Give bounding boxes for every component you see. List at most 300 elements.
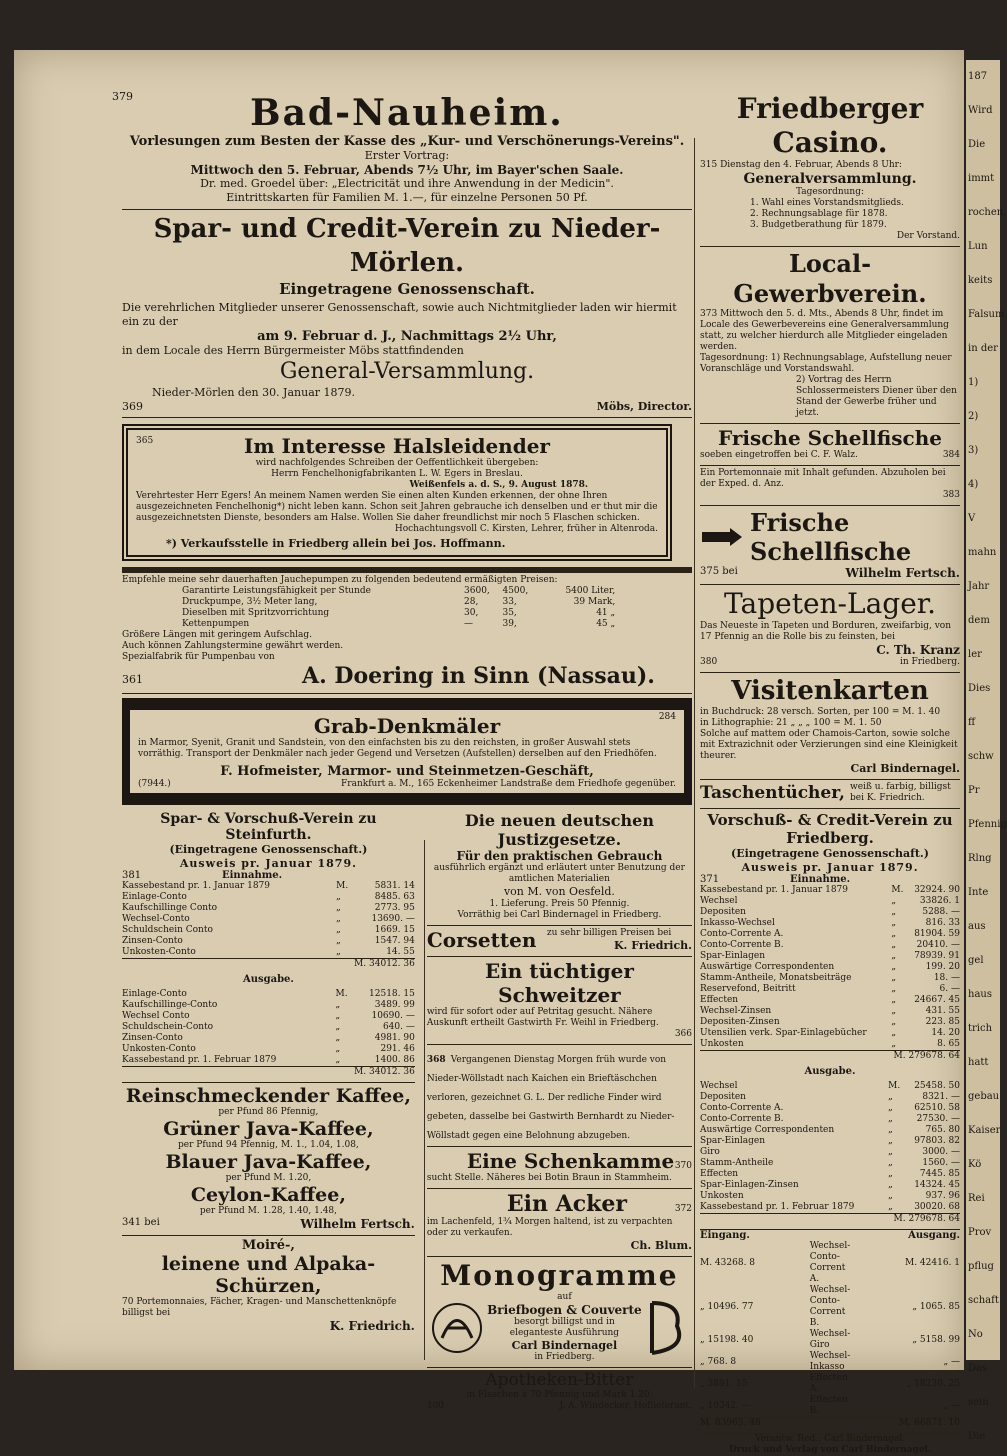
table-cell: 765. 80 xyxy=(925,1125,960,1135)
table-cell: Unkosten xyxy=(700,1191,744,1201)
edge-fragment: Jahr xyxy=(968,581,990,592)
ad-justizgesetze xyxy=(427,809,692,926)
table-cell: „ xyxy=(888,1114,893,1124)
table-cell: Wechsel-Inkasso xyxy=(809,1351,851,1372)
table-cell: Schuldschein-Conto xyxy=(122,1022,214,1032)
edge-fragment: gel xyxy=(968,955,984,966)
edge-fragment: schw xyxy=(968,751,994,762)
ad-company: Wilhelm Fertsch. xyxy=(845,566,960,580)
table-cell: 32924. 90 xyxy=(914,885,960,895)
table-cell: 14. 55 xyxy=(386,947,415,957)
ad-line: Spezialfabrik für Pumpenbau von xyxy=(122,652,275,662)
edge-fragment: dem xyxy=(968,615,990,626)
edge-fragment: schaft xyxy=(968,1295,999,1306)
table-row xyxy=(700,929,960,940)
edge-fragment: aus xyxy=(968,921,986,932)
edge-fragment: trich xyxy=(968,1023,993,1034)
table-cell: 2773. 95 xyxy=(374,903,415,913)
monogram-ornament-icon xyxy=(427,1298,487,1358)
table-cell: 937. 96 xyxy=(925,1191,960,1201)
table-row xyxy=(700,896,960,907)
ad-line: besorgt billigst und in eleganteste Ausführung xyxy=(509,1317,620,1338)
ad-number: 315 xyxy=(700,160,718,170)
ad-title: Grüner Java-Kaffee, xyxy=(163,1118,374,1140)
ad-issue: 1. Lieferung. Preis 50 Pfennig. xyxy=(489,899,630,909)
ad-title: Ein Acker xyxy=(506,1191,627,1217)
ad-title: Die neuen deutschen Justizgesetze. xyxy=(464,811,654,849)
table-cell: Inkasso-Wechsel xyxy=(700,918,775,928)
table-cell: Auswärtige Correspondenten xyxy=(700,962,835,972)
table-row xyxy=(182,597,615,608)
table-row xyxy=(700,1103,960,1114)
table-row xyxy=(122,1022,415,1033)
ad-title: leinene und Alpaka-Schürzen, xyxy=(161,1253,376,1297)
ad-text: Ein Portemonnaie mit Inhalt gefunden. Abzuholen bei der Exped. d. Anz. xyxy=(700,468,946,489)
table-cell: „ — xyxy=(943,1400,960,1411)
table-cell: Druckpumpe, 3½ Meter lang, xyxy=(182,597,318,607)
ad-company: J. A. Windecker, Hoflieferant. xyxy=(559,1401,692,1411)
table-cell: 1547. 94 xyxy=(374,936,415,946)
table-cell: „ 768. 8 xyxy=(700,1356,737,1367)
table-cell: M. 42416. 1 xyxy=(904,1257,960,1268)
table-cell: Effecten A. xyxy=(809,1373,848,1394)
price-table xyxy=(182,586,615,630)
ad-subtitle: Vorlesungen zum Besten der Kasse des „Kur- und Verschönerungs-Vereins". xyxy=(129,134,685,149)
ad-note: *) Verkaufsstelle in Friedberg allein bei Jos. Hoffmann. xyxy=(166,537,506,550)
table-cell: 640. — xyxy=(382,1022,415,1032)
ad-steinfurth xyxy=(122,809,415,1083)
table-cell: Conto-Corrente B. xyxy=(700,1114,784,1124)
ad-company: F. Hofmeister, Marmor- und Steinmetzen-Geschäft, xyxy=(220,764,594,779)
edge-fragment: 2) xyxy=(968,411,979,422)
table-row xyxy=(122,914,415,925)
table-cell: 5288. — xyxy=(922,907,960,917)
table-cell: 6. — xyxy=(939,984,960,994)
ad-line: Größere Längen mit geringem Aufschlag. xyxy=(122,630,313,640)
expense-table xyxy=(122,989,415,1066)
table-cell: „ xyxy=(888,1092,893,1102)
table-cell: „ xyxy=(891,907,897,917)
income-table xyxy=(700,885,960,1050)
table-cell: Kassebestand pr. 1. Februar 1879 xyxy=(122,1055,277,1065)
table-row xyxy=(700,1285,960,1329)
table-cell: Giro xyxy=(700,1147,720,1157)
agenda-item: 1. Wahl eines Vorstandsmitglieds. xyxy=(750,198,904,208)
table-cell: Spar-Einlagen xyxy=(700,951,766,961)
ad-title: Grab-Denkmäler xyxy=(313,714,501,738)
table-row xyxy=(122,1000,415,1011)
table-cell: 35, xyxy=(502,608,517,618)
ad-company: K. Friedrich. xyxy=(614,939,692,952)
ad-title: Ein tüchtiger Schweitzer xyxy=(484,959,634,1007)
table-cell: 223. 85 xyxy=(925,1017,960,1027)
table-cell: 20410. — xyxy=(916,940,960,950)
ad-speaker: Dr. med. Groedel über: „Electricität und ihre Anwendung in der Medicin". xyxy=(200,177,614,190)
table-row xyxy=(700,1180,960,1191)
table-cell: Conto-Corrente A. xyxy=(700,929,784,939)
ad-schenkamme xyxy=(427,1147,692,1189)
monogram-letter-b-icon xyxy=(642,1298,692,1358)
ad-apotheken-bitter xyxy=(427,1368,692,1415)
table-row xyxy=(700,1329,960,1351)
table-cell: M. 43268. 8 xyxy=(700,1257,756,1268)
ad-text: Das Neueste in Tapeten und Borduren, zweifarbig, von 17 Pfennig an die Rolle bis zu feinsten, bei xyxy=(700,621,952,642)
table-row xyxy=(700,1395,960,1417)
table-row xyxy=(700,1136,960,1147)
ad-number: 371 xyxy=(700,874,720,885)
table-cell: „ xyxy=(891,962,897,972)
ad-date: am 9. Februar d. J., Nachmittags 2½ Uhr, xyxy=(257,329,557,344)
ad-schellfische-walz xyxy=(700,424,960,466)
ad-signature: Hochachtungsvoll C. Kirsten, Lehrer, früher in Altenroda. xyxy=(394,524,658,534)
table-cell: „ xyxy=(888,1103,893,1113)
table-cell: 431. 55 xyxy=(925,1006,960,1016)
income-total: M. 34012. 36 xyxy=(122,958,415,970)
ad-number: 373 xyxy=(700,309,718,319)
expense-table xyxy=(700,1081,960,1213)
edge-fragment: Rei xyxy=(968,1193,985,1204)
ad-title: Taschentücher, xyxy=(700,783,845,803)
ad-intro: Empfehle meine sehr dauerhaften Jauchepumpen zu folgenden bedeutend ermäßigten Preisen: xyxy=(122,575,558,585)
table-row xyxy=(700,1028,960,1039)
table-cell: „ 1065. 85 xyxy=(912,1301,960,1312)
ad-line: in Friedberg. xyxy=(534,1352,595,1362)
table-cell: Kassebestand pr. 1. Januar 1879 xyxy=(122,881,271,891)
ad-section: Ausgang. xyxy=(908,1230,960,1241)
ad-meeting: General-Versammlung. xyxy=(279,359,535,384)
table-cell: „ xyxy=(335,1044,341,1054)
ad-address: Frankfurt a. M., 165 Eckenheimer Landstraße dem Friedhofe gegenüber. xyxy=(341,779,676,789)
ad-number: 375 bei xyxy=(700,566,738,577)
ad-number: 366 xyxy=(674,1029,692,1039)
table-cell: 7445. 85 xyxy=(919,1169,960,1179)
ad-section: Einnahme. xyxy=(222,870,283,881)
table-cell: „ xyxy=(891,1039,897,1049)
table-row xyxy=(700,1039,960,1050)
edge-fragment: No xyxy=(968,1329,983,1340)
imprint-publisher: Druck und Verlag von Carl Bindernagel. xyxy=(728,1445,932,1455)
edge-fragment: hatt xyxy=(968,1057,989,1068)
table-cell: Kettenpumpen xyxy=(182,619,250,629)
giro-total-in: M. 83965. 48 xyxy=(700,1418,761,1428)
ad-moire xyxy=(122,1236,415,1337)
edge-fragment: Kö xyxy=(968,1159,982,1170)
table-row xyxy=(700,962,960,973)
table-cell: Wechsel xyxy=(700,896,738,906)
ad-text: 70 Portemonnaies, Fächer, Kragen- und Manschettenknöpfe billigst bei xyxy=(122,1297,397,1318)
table-cell: Conto-Corrente B. xyxy=(700,940,784,950)
edge-fragment: ler xyxy=(968,649,982,660)
edge-fragment: 187 xyxy=(968,71,988,82)
table-row xyxy=(122,1055,415,1066)
ad-line: Herrn Fenchelhonigfabrikanten L. W. Egers in Breslau. xyxy=(271,469,523,479)
table-cell: M. xyxy=(335,989,348,999)
table-cell: 24667. 45 xyxy=(914,995,960,1005)
ad-visitenkarten xyxy=(700,673,960,780)
table-cell: Unkosten-Conto xyxy=(122,1044,196,1054)
table-row xyxy=(700,1191,960,1202)
ad-text: in Flaschen à 70 Pfennig und Mark 1.20. xyxy=(466,1390,653,1400)
table-cell: 45 „ xyxy=(596,619,616,629)
ad-title: Eine Schenkamme xyxy=(466,1149,675,1173)
ad-corsetten xyxy=(427,926,692,957)
table-cell: 39 Mark, xyxy=(573,597,616,607)
ad-subtitle: Für den praktischen Gebrauch xyxy=(456,849,663,863)
table-cell: 30, xyxy=(464,608,479,618)
table-cell: „ xyxy=(335,1000,341,1010)
ad-title: Local-Gewerbverein. xyxy=(733,249,927,308)
ad-line: per Pfund M. 1.28, 1.40, 1.48, xyxy=(199,1206,338,1216)
ad-halsleidende xyxy=(122,424,672,561)
agenda-item: 3. Budgetberathung für 1879. xyxy=(750,220,887,230)
edge-fragment: 4) xyxy=(968,479,979,490)
ad-line: per Pfund 86 Pfennig, xyxy=(218,1107,319,1117)
ad-title: Moiré-, xyxy=(241,1238,295,1253)
table-cell: 5831. 14 xyxy=(374,881,415,891)
ad-number: 361 xyxy=(122,673,143,686)
table-row xyxy=(700,1081,960,1092)
ad-agenda: 2) Vortrag des Herrn Schlossermeisters Diener über den Stand der Gewerbe früher und jetzt. xyxy=(796,375,957,418)
table-row xyxy=(182,608,615,619)
ad-title: Reinschmeckender Kaffee, xyxy=(125,1085,411,1107)
ad-title: Apotheken-Bitter xyxy=(485,1370,634,1390)
table-cell: 28, xyxy=(464,597,479,607)
ad-date: Weißenfels a. d. S., 9. August 1878. xyxy=(409,480,588,490)
ad-text: soeben eingetroffen bei C. F. Walz. xyxy=(700,450,858,460)
table-row xyxy=(122,1011,415,1022)
ad-company: Carl Bindernagel. xyxy=(850,762,960,775)
table-cell: Auswärtige Correspondenten xyxy=(700,1125,835,1135)
table-cell: „ xyxy=(891,1006,897,1016)
table-cell: Reservefond, Beitritt xyxy=(700,984,796,994)
edge-fragment: haus xyxy=(968,989,992,1000)
ad-line: auf xyxy=(557,1292,572,1302)
ad-monogramme xyxy=(427,1257,692,1368)
table-cell: Stamm-Antheile xyxy=(700,1158,774,1168)
edge-fragment: Inte xyxy=(968,887,989,898)
edge-fragment: Die xyxy=(968,1431,986,1442)
table-cell: „ xyxy=(336,947,341,957)
table-cell: 199. 20 xyxy=(925,962,960,972)
edge-fragment: ff xyxy=(968,717,976,728)
table-cell: Garantirte Leistungsfähigkeit per Stunde xyxy=(182,586,371,596)
edge-fragment: pflug xyxy=(968,1261,994,1272)
edge-fragment: Prov xyxy=(968,1227,992,1238)
table-cell: „ xyxy=(891,1028,897,1038)
table-row xyxy=(700,1125,960,1136)
table-cell: 3600, xyxy=(464,586,490,596)
table-cell: „ xyxy=(335,1055,341,1065)
table-cell: „ xyxy=(888,1169,893,1179)
table-cell: 5400 Liter, xyxy=(565,586,616,596)
ad-title: Friedberger Casino. xyxy=(736,92,924,159)
table-row xyxy=(182,619,615,630)
ad-casino xyxy=(700,90,960,247)
table-cell: Einlage-Conto xyxy=(122,892,187,902)
edge-fragment: Die xyxy=(968,139,986,150)
ad-line: Auch können Zahlungstermine gewährt werden. xyxy=(122,641,344,651)
table-row xyxy=(700,984,960,995)
ad-signature: Möbs, Director. xyxy=(596,400,692,413)
table-cell: Wechsel-Conto-Corrent B. xyxy=(809,1285,851,1328)
table-cell: „ xyxy=(891,984,897,994)
ad-number: 381 xyxy=(122,870,142,881)
table-cell: Effecten xyxy=(700,1169,739,1179)
ad-number: 372 xyxy=(674,1204,692,1214)
ad-bad-nauheim xyxy=(122,90,692,210)
edge-fragment: Pr xyxy=(968,785,980,796)
table-cell: 1560. — xyxy=(922,1158,960,1168)
page-number: 379 xyxy=(112,90,133,103)
ad-signature: Der Vorstand. xyxy=(896,231,960,241)
ad-acker xyxy=(427,1189,692,1257)
table-cell: „ 10496. 77 xyxy=(700,1301,754,1312)
table-cell: Wechsel-Conto-Corrent A. xyxy=(809,1241,851,1284)
ad-section: Ausgabe. xyxy=(804,1066,856,1077)
ad-title: Ceylon-Kaffee, xyxy=(190,1184,346,1206)
table-cell: Stamm-Antheile, Monatsbeiträge xyxy=(700,973,852,983)
table-row xyxy=(700,1006,960,1017)
left-column xyxy=(112,90,692,1415)
ad-section: Ausgabe. xyxy=(242,974,294,985)
ad-number: 365 xyxy=(136,436,154,446)
edge-fragment: V xyxy=(968,513,976,524)
table-cell: 3000. — xyxy=(922,1147,960,1157)
edge-fragment: gebau xyxy=(968,1091,1000,1102)
table-row xyxy=(700,1169,960,1180)
edge-fragment: Rlng xyxy=(968,853,992,864)
edge-fragment: Das xyxy=(968,1363,988,1374)
ad-company: C. Th. Kranz xyxy=(876,643,960,657)
table-cell: „ xyxy=(891,929,897,939)
table-row xyxy=(700,940,960,951)
edge-fragment: keits xyxy=(968,275,993,286)
table-row xyxy=(700,1092,960,1103)
newspaper-page xyxy=(14,50,964,1455)
ad-line: Solche auf mattem oder Chamois-Carton, sowie solche mit Extrazichnit oder Verzierungen sind eine Kleinigkeit theurer. xyxy=(700,729,958,761)
table-cell: Effecten xyxy=(700,995,739,1005)
table-row xyxy=(700,918,960,929)
ad-portemonnaie xyxy=(700,466,960,506)
ad-grabdenkmaeler xyxy=(122,698,692,805)
ad-tapeten xyxy=(700,585,960,673)
ad-brieftaeschchen xyxy=(427,1045,692,1147)
ad-tickets: Eintrittskarten für Familien M. 1.—, für einzelne Personen 50 Pf. xyxy=(226,191,588,204)
table-cell: Kassebestand pr. 1. Januar 1879 xyxy=(700,885,849,895)
ad-company: Ch. Blum. xyxy=(630,1239,692,1252)
table-cell: „ 18230. 25 xyxy=(906,1378,960,1389)
ad-title: Monogramme xyxy=(440,1259,679,1292)
table-cell: „ xyxy=(891,918,897,928)
ad-date: Dienstag den 4. Februar, Abends 8 Uhr: xyxy=(720,160,902,170)
table-row xyxy=(700,885,960,896)
table-row xyxy=(122,936,415,947)
table-row xyxy=(700,995,960,1006)
table-cell: 10690. — xyxy=(371,1011,415,1021)
table-cell: 78939. 91 xyxy=(914,951,960,961)
table-row xyxy=(122,903,415,914)
ad-title: Tapeten-Lager. xyxy=(724,587,936,620)
ad-number: 370 xyxy=(674,1161,692,1171)
edge-fragment: in der xyxy=(968,343,998,354)
table-cell: Spar-Einlagen xyxy=(700,1136,766,1146)
ad-title: Frische Schellfische xyxy=(750,508,912,566)
ad-subtitle: Eingetragene Genossenschaft. xyxy=(279,280,535,298)
ad-company: K. Friedrich. xyxy=(329,1319,415,1333)
ad-report-head: Ausweis pr. Januar 1879. xyxy=(741,861,919,874)
table-cell: „ xyxy=(336,892,341,902)
table-row xyxy=(122,1044,415,1055)
table-cell: 25458. 50 xyxy=(914,1081,960,1091)
edge-fragment: sein xyxy=(968,1397,989,1408)
table-cell: Wechsel-Conto xyxy=(122,914,190,924)
table-cell: 41 „ xyxy=(596,608,616,618)
table-cell: „ xyxy=(888,1202,893,1212)
ad-spar-nieder-moerlen xyxy=(122,210,692,418)
adjacent-page-edge xyxy=(966,60,1007,1442)
table-row xyxy=(182,586,615,597)
ad-title: Frische Schellfische xyxy=(718,426,942,450)
ad-body: Verehrtester Herr Egers! An meinem Namen werden Sie einen alten Kunden erkennen, der ohne Ihren ausgezeichneten Fenchelhonig*) nicht leben kann. Schon seit Jahren gebrauche ich denselben und er thut mir die ausgezeichnetsten Dienste, besonders am Halse. Wollen Sie daher freundlichst mir noch 5 Flaschen schicken. xyxy=(136,491,658,523)
ad-line: wird nachfolgendes Schreiben der Oeffentlichkeit übergeben: xyxy=(255,458,539,468)
table-cell: 39, xyxy=(502,619,517,629)
table-cell: 291. 46 xyxy=(380,1044,415,1054)
ad-number: 100 xyxy=(426,1401,445,1411)
table-row xyxy=(700,1017,960,1028)
ad-doering-pumps xyxy=(122,567,692,694)
ad-line: in Lithographie: 21 „ „ „ 100 = M. 1. 50 xyxy=(700,718,882,728)
table-cell: „ xyxy=(888,1191,893,1201)
table-cell: „ xyxy=(888,1136,893,1146)
ad-title: Spar- & Vorschuß-Verein zu Steinfurth. xyxy=(160,811,377,843)
table-cell: 30020. 68 xyxy=(914,1202,960,1212)
ad-place: in Friedberg. xyxy=(899,657,960,667)
table-row xyxy=(700,907,960,918)
ad-line: Erster Vortrag: xyxy=(364,149,450,162)
table-cell: 13690. — xyxy=(371,914,415,924)
ad-number: 341 bei xyxy=(122,1217,160,1228)
table-cell: Dieselben mit Spritzvorrichtung xyxy=(182,608,330,618)
table-cell: Wechsel-Giro xyxy=(809,1329,851,1350)
edge-fragment: Lun xyxy=(968,241,988,252)
ad-number: 383 xyxy=(942,490,960,500)
table-cell: 18. — xyxy=(933,973,960,983)
table-cell: 8485. 63 xyxy=(374,892,415,902)
ad-date: Mittwoch den 5. Februar, Abends 7½ Uhr, im Bayer'schen Saale. xyxy=(190,163,624,177)
table-cell: 27530. — xyxy=(916,1114,960,1124)
income-table xyxy=(122,881,415,958)
table-row xyxy=(700,1351,960,1373)
table-cell: „ xyxy=(888,1158,893,1168)
sub-column-left xyxy=(122,809,421,1415)
table-row xyxy=(122,1033,415,1044)
table-cell: Effecten B. xyxy=(809,1395,848,1416)
imprint-editor: Verantw. Red.: Carl Bindernagel. xyxy=(754,1434,906,1444)
table-row xyxy=(700,1373,960,1395)
ad-kaffee xyxy=(122,1083,415,1236)
ad-title: Vorschuß- & Credit-Verein zu Friedberg. xyxy=(707,811,953,847)
table-cell: Schuldschein Conto xyxy=(122,925,213,935)
ad-gewerbverein xyxy=(700,247,960,424)
table-cell: Wechsel-Zinsen xyxy=(700,1006,772,1016)
table-cell: Kaufschillinge Conto xyxy=(122,903,218,913)
ad-company: A. Doering in Sinn (Nassau). xyxy=(302,663,655,689)
ad-line: Briefbogen & Couverte xyxy=(487,1303,642,1317)
ad-taschentuecher xyxy=(700,780,960,809)
expense-total: M. 34012. 36 xyxy=(122,1066,415,1078)
ad-meeting: Generalversammlung. xyxy=(743,171,917,187)
ad-title: Im Interesse Halsleidender xyxy=(244,434,550,458)
